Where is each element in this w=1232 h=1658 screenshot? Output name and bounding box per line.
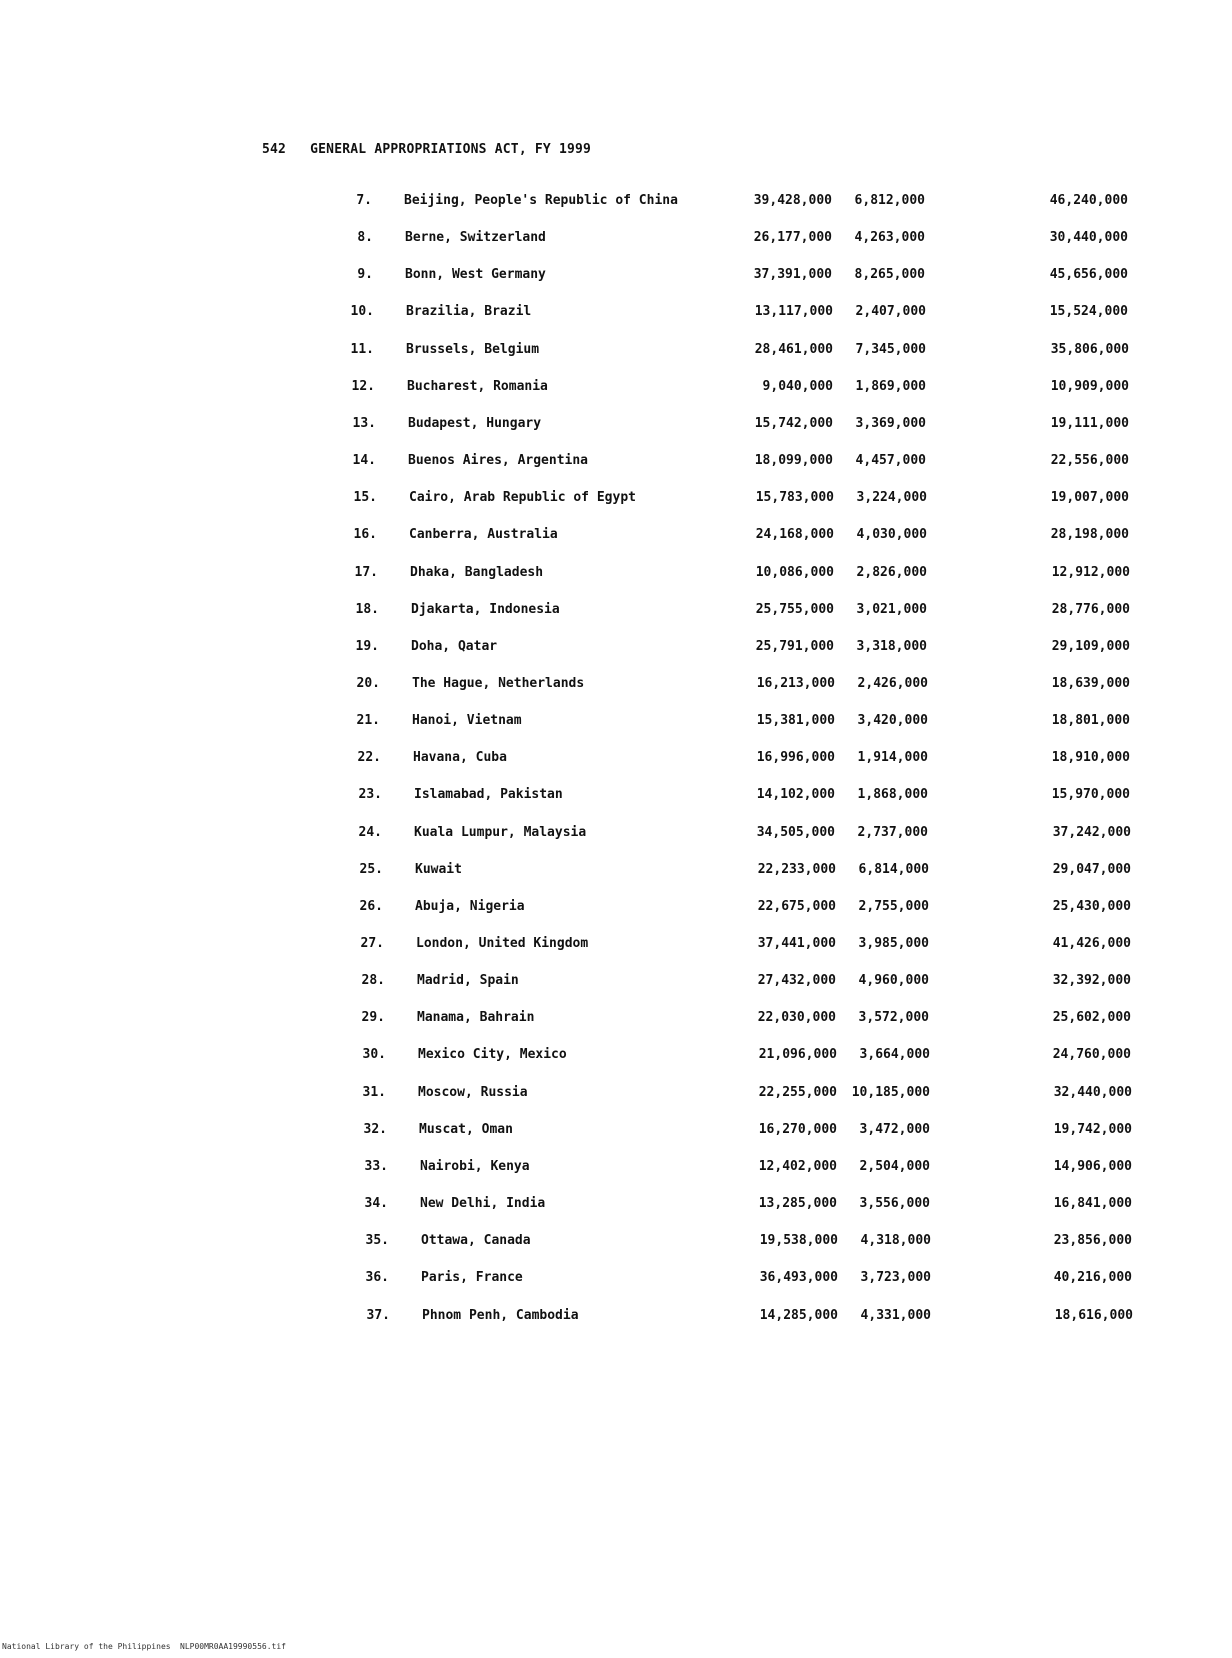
amount-col-1: 16,270,000 [758, 1122, 837, 1137]
amount-col-2: 2,504,000 [859, 1159, 930, 1174]
amount-total: 18,801,000 [1051, 713, 1130, 728]
amount-total: 23,856,000 [1053, 1233, 1132, 1248]
amount-col-2: 4,331,000 [860, 1308, 931, 1323]
amount-total: 32,440,000 [1053, 1085, 1132, 1100]
amount-total: 37,242,000 [1052, 825, 1131, 840]
table-row [0, 713, 1232, 735]
post-name: Hanoi, Vietnam [412, 713, 522, 728]
amount-total: 28,198,000 [1050, 527, 1129, 542]
table-row [0, 565, 1232, 587]
item-number: 23. [358, 787, 382, 802]
amount-col-1: 24,168,000 [755, 527, 834, 542]
amount-total: 28,776,000 [1051, 602, 1130, 617]
table-row [0, 304, 1232, 326]
amount-total: 24,760,000 [1052, 1047, 1131, 1062]
post-name: Budapest, Hungary [408, 416, 542, 431]
item-number: 17. [354, 565, 378, 580]
post-name: Brazilia, Brazil [406, 304, 532, 319]
amount-col-1: 28,461,000 [754, 342, 833, 357]
amount-col-2: 8,265,000 [854, 267, 925, 282]
table-row [0, 527, 1232, 549]
amount-total: 15,524,000 [1049, 304, 1128, 319]
item-number: 37. [366, 1308, 390, 1323]
amount-col-2: 4,457,000 [855, 453, 926, 468]
post-name: Paris, France [421, 1270, 523, 1285]
post-name: Bucharest, Romania [407, 379, 548, 394]
amount-total: 25,602,000 [1052, 1010, 1131, 1025]
table-row [0, 1122, 1232, 1144]
item-number: 14. [352, 453, 376, 468]
amount-col-1: 16,996,000 [756, 750, 835, 765]
item-number: 26. [359, 899, 383, 914]
table-row [0, 267, 1232, 289]
amount-col-2: 3,021,000 [856, 602, 927, 617]
amount-total: 10,909,000 [1050, 379, 1129, 394]
amount-col-2: 6,814,000 [858, 862, 929, 877]
item-number: 35. [365, 1233, 389, 1248]
item-number: 22. [357, 750, 381, 765]
amount-col-2: 3,723,000 [860, 1270, 931, 1285]
item-number: 30. [362, 1047, 386, 1062]
amount-total: 15,970,000 [1051, 787, 1130, 802]
item-number: 13. [352, 416, 376, 431]
item-number: 18. [355, 602, 379, 617]
amount-col-1: 34,505,000 [756, 825, 835, 840]
amount-col-2: 3,369,000 [855, 416, 926, 431]
post-name: London, United Kingdom [416, 936, 589, 951]
post-name: Nairobi, Kenya [420, 1159, 530, 1174]
amount-col-1: 18,099,000 [754, 453, 833, 468]
table-row [0, 825, 1232, 847]
table-row [0, 416, 1232, 438]
amount-col-2: 3,318,000 [856, 639, 927, 654]
amount-col-1: 26,177,000 [753, 230, 832, 245]
amount-col-1: 14,285,000 [759, 1308, 838, 1323]
table-row [0, 1010, 1232, 1032]
amount-total: 41,426,000 [1052, 936, 1131, 951]
amount-total: 45,656,000 [1049, 267, 1128, 282]
amount-col-1: 27,432,000 [757, 973, 836, 988]
amount-total: 29,109,000 [1051, 639, 1130, 654]
item-number: 8. [357, 230, 373, 245]
table-row [0, 453, 1232, 475]
amount-total: 35,806,000 [1050, 342, 1129, 357]
post-name: Islamabad, Pakistan [414, 787, 563, 802]
amount-col-2: 2,407,000 [855, 304, 926, 319]
amount-col-1: 25,755,000 [755, 602, 834, 617]
post-name: Mexico City, Mexico [418, 1047, 567, 1062]
post-name: Moscow, Russia [418, 1085, 528, 1100]
amount-col-2: 2,426,000 [857, 676, 928, 691]
item-number: 24. [358, 825, 382, 840]
item-number: 16. [353, 527, 377, 542]
table-row [0, 936, 1232, 958]
table-row [0, 1085, 1232, 1107]
item-number: 12. [351, 379, 375, 394]
item-number: 11. [350, 342, 374, 357]
amount-total: 40,216,000 [1053, 1270, 1132, 1285]
amount-col-1: 22,675,000 [757, 899, 836, 914]
post-name: Kuwait [415, 862, 462, 877]
amount-col-2: 2,755,000 [858, 899, 929, 914]
amount-col-1: 12,402,000 [758, 1159, 837, 1174]
item-number: 20. [356, 676, 380, 691]
item-number: 19. [355, 639, 379, 654]
item-number: 10. [350, 304, 374, 319]
amount-col-2: 2,826,000 [856, 565, 927, 580]
amount-total: 12,912,000 [1051, 565, 1130, 580]
post-name: New Delhi, India [420, 1196, 546, 1211]
amount-total: 32,392,000 [1052, 973, 1131, 988]
item-number: 36. [365, 1270, 389, 1285]
amount-col-2: 3,985,000 [858, 936, 929, 951]
post-name: Buenos Aires, Argentina [408, 453, 589, 468]
amount-col-1: 16,213,000 [756, 676, 835, 691]
item-number: 34. [364, 1196, 388, 1211]
amount-col-1: 14,102,000 [756, 787, 835, 802]
amount-col-2: 4,960,000 [858, 973, 929, 988]
item-number: 9. [357, 267, 373, 282]
amount-total: 19,742,000 [1053, 1122, 1132, 1137]
item-number: 32. [363, 1122, 387, 1137]
amount-col-2: 4,318,000 [860, 1233, 931, 1248]
table-row [0, 1047, 1232, 1069]
amount-col-2: 3,420,000 [857, 713, 928, 728]
table-row [0, 899, 1232, 921]
amount-col-1: 21,096,000 [758, 1047, 837, 1062]
post-name: The Hague, Netherlands [412, 676, 585, 691]
item-number: 25. [359, 862, 383, 877]
post-name: Berne, Switzerland [405, 230, 546, 245]
amount-col-1: 22,030,000 [757, 1010, 836, 1025]
amount-total: 19,111,000 [1050, 416, 1129, 431]
amount-col-2: 3,664,000 [859, 1047, 930, 1062]
item-number: 21. [356, 713, 380, 728]
item-number: 33. [364, 1159, 388, 1174]
page-title: GENERAL APPROPRIATIONS ACT, FY 1999 [310, 142, 592, 157]
table-row [0, 639, 1232, 661]
post-name: Abuja, Nigeria [415, 899, 525, 914]
item-number: 7. [356, 193, 372, 208]
table-row [0, 1233, 1232, 1255]
amount-total: 30,440,000 [1049, 230, 1128, 245]
amount-col-2: 1,869,000 [855, 379, 926, 394]
table-row [0, 490, 1232, 512]
post-name: Beijing, People's Republic of China [404, 193, 678, 208]
post-name: Muscat, Oman [419, 1122, 513, 1137]
post-name: Bonn, West Germany [405, 267, 546, 282]
amount-col-2: 3,556,000 [859, 1196, 930, 1211]
amount-col-2: 3,224,000 [856, 490, 927, 505]
amount-total: 25,430,000 [1052, 899, 1131, 914]
amount-col-1: 15,783,000 [755, 490, 834, 505]
item-number: 29. [361, 1010, 385, 1025]
amount-col-1: 37,441,000 [757, 936, 836, 951]
amount-total: 22,556,000 [1050, 453, 1129, 468]
amount-col-1: 22,233,000 [757, 862, 836, 877]
amount-col-1: 13,285,000 [758, 1196, 837, 1211]
post-name: Cairo, Arab Republic of Egypt [409, 490, 636, 505]
table-row [0, 1159, 1232, 1181]
post-name: Madrid, Spain [417, 973, 519, 988]
footer-library: National Library of the Philippines [2, 1642, 171, 1651]
table-row [0, 602, 1232, 624]
amount-col-1: 15,381,000 [756, 713, 835, 728]
amount-col-2: 1,868,000 [857, 787, 928, 802]
post-name: Dhaka, Bangladesh [410, 565, 544, 580]
table-row [0, 342, 1232, 364]
item-number: 27. [360, 936, 384, 951]
amount-col-1: 10,086,000 [755, 565, 834, 580]
amount-total: 18,616,000 [1054, 1308, 1133, 1323]
table-row [0, 379, 1232, 401]
amount-col-1: 39,428,000 [753, 193, 832, 208]
table-row [0, 1196, 1232, 1218]
amount-col-2: 1,914,000 [857, 750, 928, 765]
table-row [0, 193, 1232, 215]
table-row [0, 973, 1232, 995]
amount-col-1: 25,791,000 [755, 639, 834, 654]
post-name: Canberra, Australia [409, 527, 558, 542]
amount-col-2: 7,345,000 [855, 342, 926, 357]
amount-col-2: 3,472,000 [859, 1122, 930, 1137]
item-number: 31. [362, 1085, 386, 1100]
amount-col-2: 4,263,000 [854, 230, 925, 245]
amount-col-1: 13,117,000 [754, 304, 833, 319]
amount-total: 18,639,000 [1051, 676, 1130, 691]
post-name: Doha, Qatar [411, 639, 498, 654]
item-number: 28. [361, 973, 385, 988]
post-name: Kuala Lumpur, Malaysia [414, 825, 587, 840]
page-number: 542 [262, 142, 287, 157]
amount-total: 14,906,000 [1053, 1159, 1132, 1174]
amount-col-1: 22,255,000 [758, 1085, 837, 1100]
post-name: Havana, Cuba [413, 750, 507, 765]
table-row [0, 787, 1232, 809]
post-name: Ottawa, Canada [421, 1233, 531, 1248]
item-number: 15. [353, 490, 377, 505]
footer-file: NLP00MR0AA19990556.tif [180, 1642, 286, 1651]
amount-col-1: 15,742,000 [754, 416, 833, 431]
post-name: Brussels, Belgium [406, 342, 540, 357]
amount-col-2: 4,030,000 [856, 527, 927, 542]
amount-total: 29,047,000 [1052, 862, 1131, 877]
amount-col-1: 19,538,000 [759, 1233, 838, 1248]
amount-total: 19,007,000 [1050, 490, 1129, 505]
post-name: Manama, Bahrain [417, 1010, 535, 1025]
amount-col-1: 9,040,000 [762, 379, 833, 394]
amount-total: 18,910,000 [1051, 750, 1130, 765]
table-row [0, 862, 1232, 884]
amount-col-1: 36,493,000 [759, 1270, 838, 1285]
table-row [0, 230, 1232, 252]
table-row [0, 676, 1232, 698]
table-row [0, 750, 1232, 772]
post-name: Phnom Penh, Cambodia [422, 1308, 579, 1323]
table-row [0, 1270, 1232, 1292]
amount-col-2: 3,572,000 [858, 1010, 929, 1025]
amount-total: 46,240,000 [1049, 193, 1128, 208]
post-name: Djakarta, Indonesia [411, 602, 560, 617]
amount-col-2: 2,737,000 [857, 825, 928, 840]
amount-col-1: 37,391,000 [753, 267, 832, 282]
table-row [0, 1308, 1232, 1330]
amount-col-2: 6,812,000 [854, 193, 925, 208]
amount-total: 16,841,000 [1053, 1196, 1132, 1211]
amount-col-2: 10,185,000 [851, 1085, 930, 1100]
